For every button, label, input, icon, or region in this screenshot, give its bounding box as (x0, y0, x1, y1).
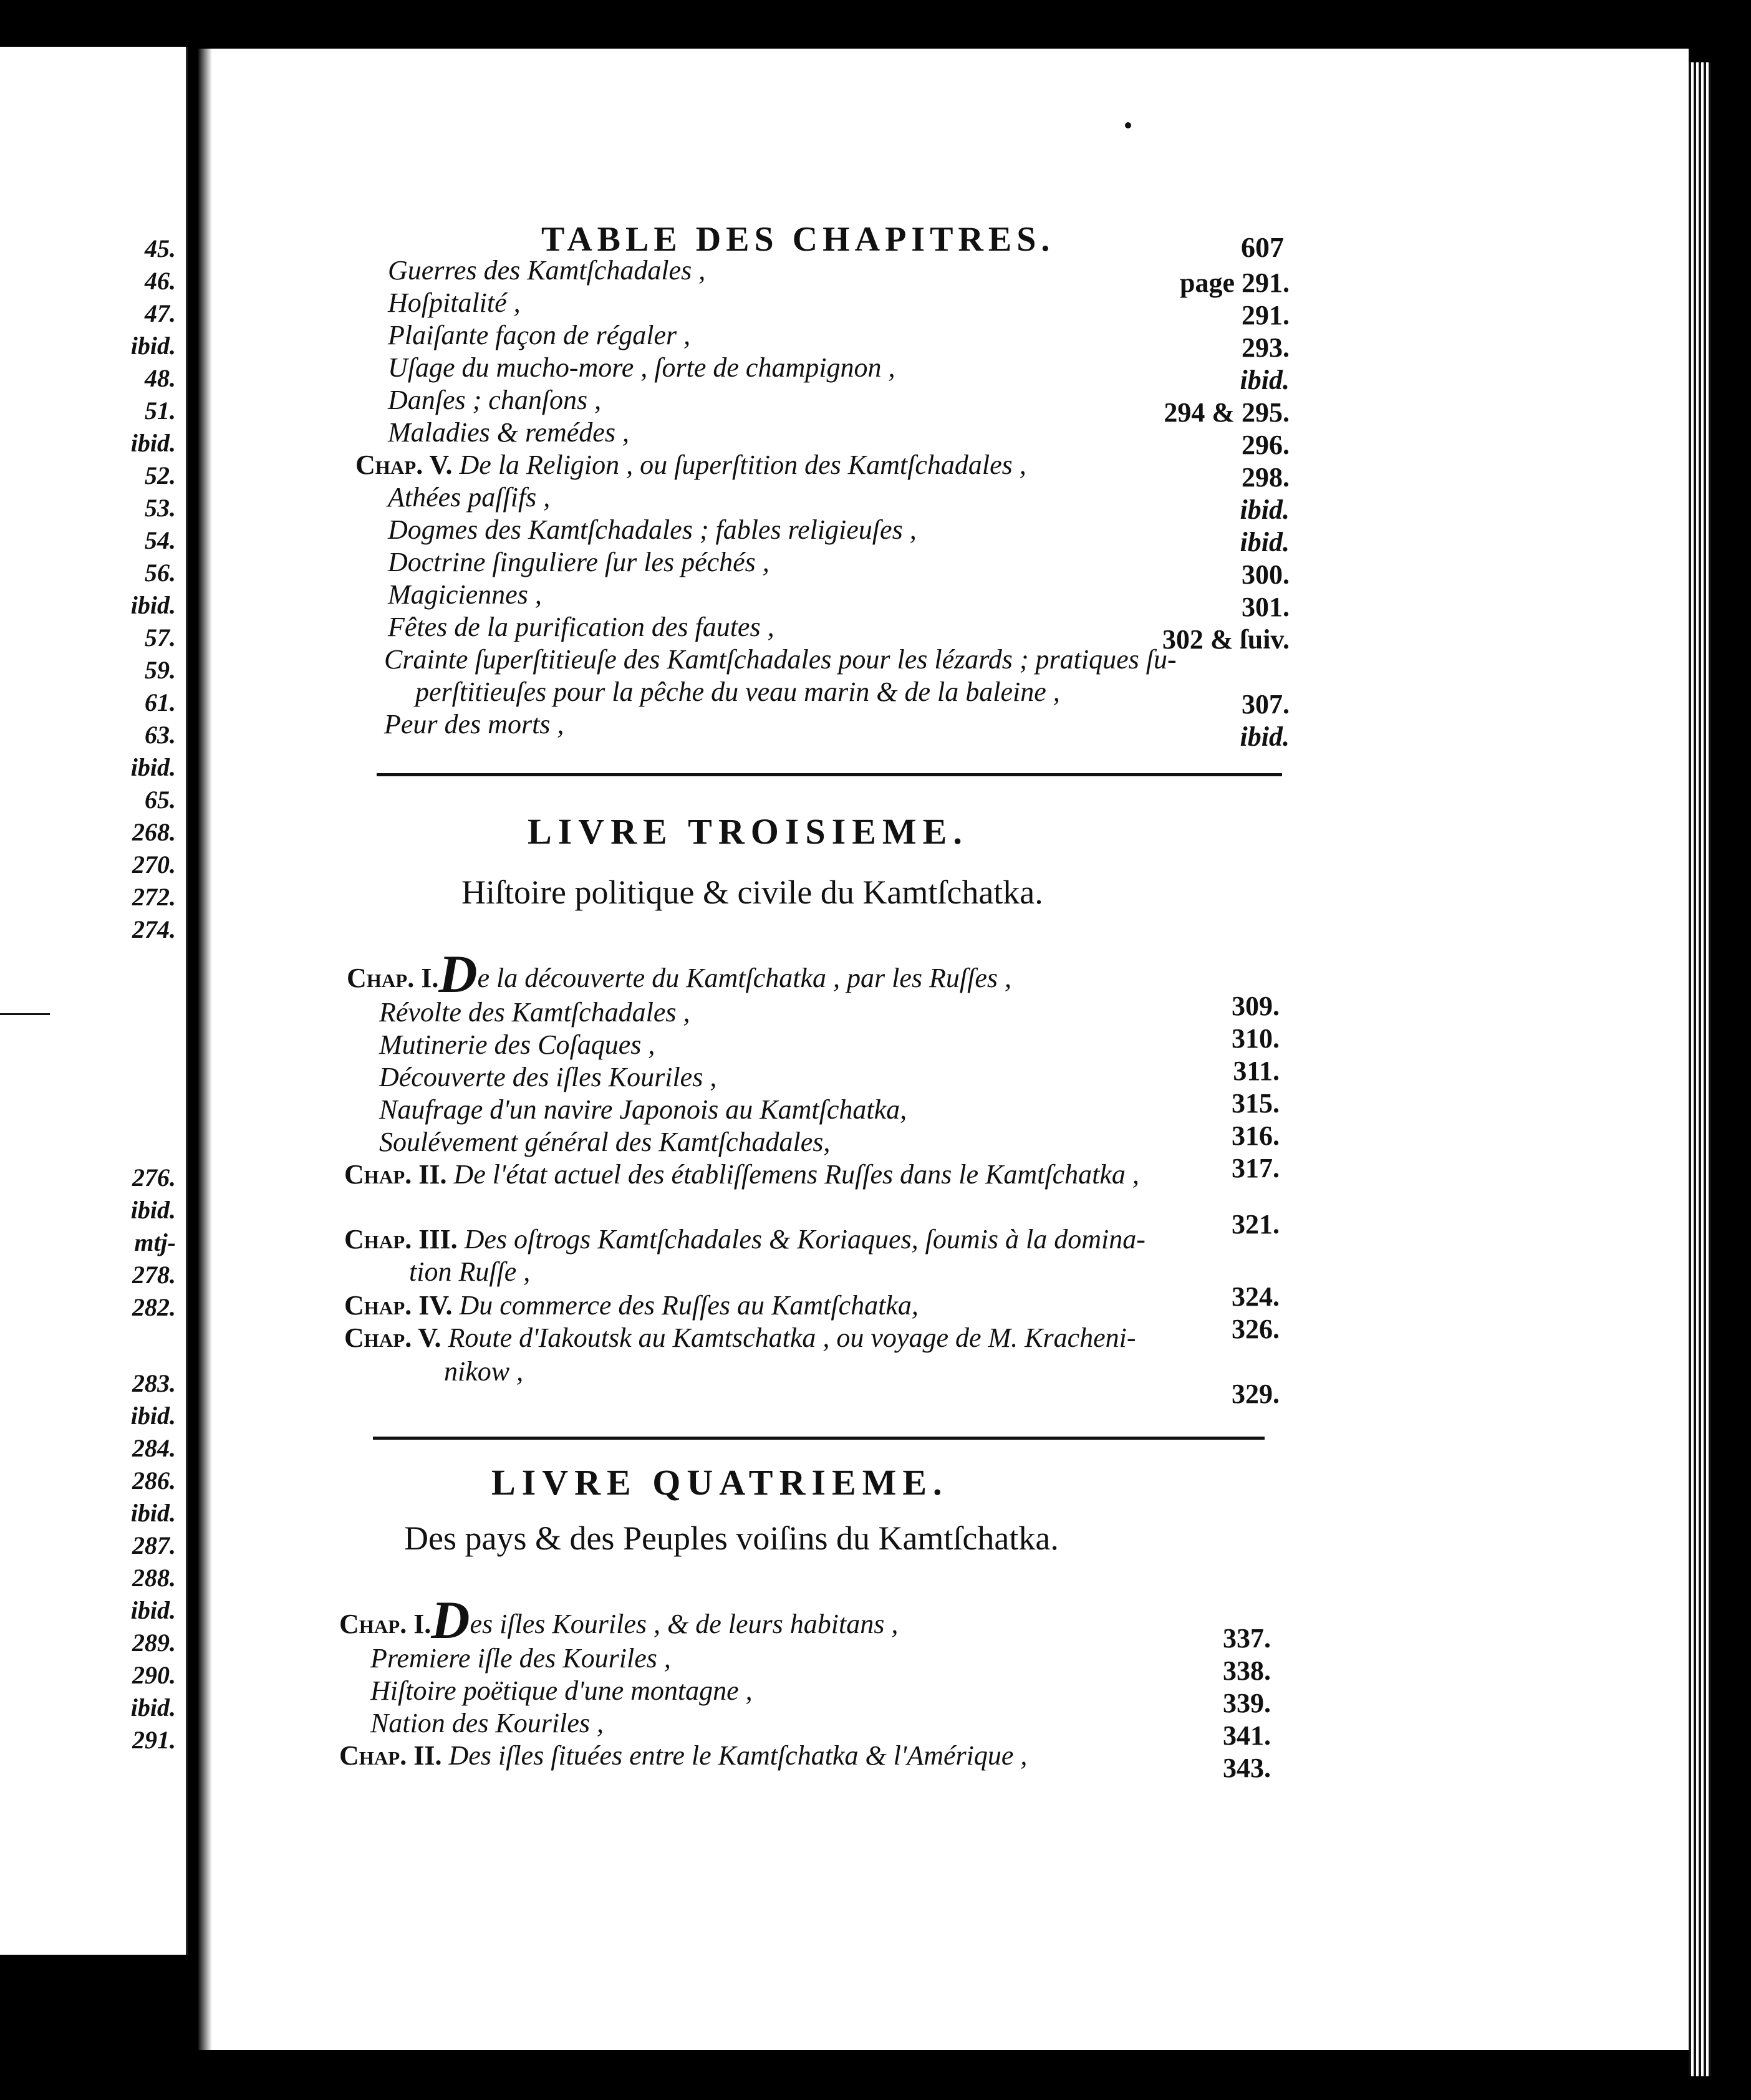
toc-entry: Fêtes de la purification des fautes , (388, 612, 774, 642)
chapter-label: Chap. I. (347, 963, 439, 993)
toc-page-ref: 291. (1242, 300, 1290, 330)
left-page-number: 276. (132, 1163, 176, 1192)
left-page-number: 287. (132, 1531, 176, 1559)
left-page-number: 283. (132, 1369, 176, 1397)
left-page-number: ibid. (130, 332, 176, 360)
toc-page-ref: 296. (1242, 430, 1290, 460)
left-page-number: 63. (145, 721, 176, 749)
left-page-number: 45. (145, 234, 176, 262)
toc-entry: Dogmes des Kamtſchadales ; fables religieuſes , (388, 514, 917, 545)
left-page-number: 272. (132, 883, 176, 911)
chapter-title: es iſles Kouriles , & de leurs habitans , (470, 1609, 899, 1639)
left-page-number: 65. (145, 786, 176, 814)
toc-entry: Naufrage d'un navire Japonois au Kamtſchatka, (379, 1094, 907, 1125)
toc-chapter-entry (344, 1223, 1146, 1255)
toc-chapter-entry (344, 1289, 919, 1321)
chapter-label: Chap. IV. (344, 1290, 453, 1321)
left-page-number: 46. (145, 267, 176, 295)
left-page-number: 278. (132, 1261, 176, 1289)
toc-page-ref: 301. (1242, 592, 1290, 622)
left-page-number: 288. (132, 1564, 176, 1592)
toc-entry: Doctrine ſinguliere ſur les péchés , (388, 547, 769, 577)
toc-page-ref: 329. (1232, 1379, 1280, 1409)
toc-page-ref: 341. (1223, 1720, 1271, 1751)
toc-page-ref: 324. (1232, 1281, 1280, 1312)
toc-page-ref: ibid. (1240, 721, 1290, 752)
chapter-label: Chap. III. (344, 1224, 458, 1255)
left-page-number: 289. (132, 1629, 176, 1657)
book-title: LIVRE TROISIEME. (528, 811, 968, 852)
toc-page-ref: 316. (1232, 1120, 1280, 1151)
chapter-label: Chap. V. (355, 450, 453, 480)
book-subtitle: Hiſtoire politique & civile du Kamtſchatka. (461, 874, 1043, 911)
chapter-label: Chap. V. (344, 1322, 441, 1353)
chapter-label: Chap. II. (344, 1159, 447, 1190)
chapter-title: Du commerce des Ruſſes au Kamtſchatka, (459, 1290, 919, 1321)
toc-entry: Magiciennes , (388, 579, 542, 610)
toc-entry: Soulévement général des Kamtſchadales, (379, 1127, 831, 1157)
toc-entry: tion Ruſſe , (409, 1256, 531, 1287)
toc-page-ref: 338. (1223, 1655, 1271, 1686)
left-page-number: ibid. (130, 429, 176, 457)
left-page-number: 47. (145, 299, 176, 327)
chapter-title: De l'état actuel des établiſſemens Ruſſes dans le Kamtſchatka , (453, 1159, 1139, 1190)
left-page-number: 57. (145, 624, 176, 652)
left-page-number: 59. (145, 656, 176, 684)
book-title: LIVRE QUATRIEME. (491, 1462, 948, 1503)
left-facing-page (0, 47, 188, 1955)
toc-page-ref: 293. (1242, 332, 1290, 363)
ink-speck (1125, 122, 1131, 128)
toc-page-ref: 339. (1223, 1688, 1271, 1718)
left-page-number: 284. (132, 1434, 176, 1462)
toc-page-ref: 321. (1232, 1209, 1280, 1240)
section-rule (373, 1437, 1265, 1440)
page-edge (1689, 62, 1711, 2076)
toc-page-ref: ibid. (1240, 365, 1290, 395)
left-page-number: ibid. (130, 1402, 176, 1430)
chapter-title: e la découverte du Kamtſchatka , par les Ruſſes , (477, 963, 1012, 993)
toc-entry: Maladies & remédes , (388, 417, 629, 448)
chapter-title: Des iſles ſituées entre le Kamtſchatka & l'Amérique , (448, 1740, 1028, 1771)
left-page-number: 53. (145, 494, 176, 522)
toc-entry: Hoſpitalité , (388, 287, 521, 318)
left-page-number: ibid. (130, 1499, 176, 1527)
toc-page-ref: ibid. (1240, 527, 1290, 557)
toc-chapter-entry (344, 1158, 1139, 1190)
toc-entry: Uſage du mucho-more , ſorte de champignon , (388, 352, 895, 383)
toc-page-ref: 343. (1223, 1753, 1271, 1783)
toc-entry: Premiere iſle des Kouriles , (370, 1643, 671, 1674)
toc-chapter-entry (339, 1589, 898, 1651)
toc-page-ref: 317. (1232, 1153, 1280, 1183)
page-header-title: TABLE DES CHAPITRES. (541, 220, 1055, 259)
left-page-number: 291. (132, 1726, 176, 1754)
toc-page-ref: page 291. (1180, 267, 1290, 298)
left-page-number: 48. (145, 364, 176, 392)
toc-entry: Plaiſante façon de régaler , (388, 320, 691, 350)
left-page-rule (0, 1013, 50, 1015)
section-rule (377, 773, 1282, 776)
left-page-number: 56. (145, 559, 176, 587)
toc-entry: Danſes ; chanſons , (388, 385, 602, 415)
left-page-number: 52. (145, 461, 176, 489)
toc-page-ref: 311. (1233, 1056, 1280, 1086)
left-page-number: 290. (132, 1661, 176, 1689)
toc-entry: Guerres des Kamtſchadales , (388, 255, 706, 286)
toc-page-ref: 309. (1232, 991, 1280, 1021)
left-page-number: 268. (132, 818, 176, 846)
drop-cap: D (438, 944, 478, 1004)
toc-page-ref: 300. (1242, 559, 1290, 590)
toc-page-ref: 307. (1242, 689, 1290, 720)
toc-entry: perſtitieuſes pour la pêche du veau marin & de la baleine , (415, 677, 1060, 707)
toc-entry: Athées paſſifs , (388, 482, 551, 513)
gutter-shadow (198, 49, 212, 2050)
toc-entry: Crainte ſuperſtitieuſe des Kamtſchadales pour les lézards ; pratiques ſu- (384, 644, 1177, 675)
toc-chapter-entry (339, 1740, 1027, 1771)
toc-page-ref: 310. (1232, 1023, 1280, 1054)
toc-chapter-entry (355, 449, 1026, 481)
left-page-number: ibid. (130, 1196, 176, 1224)
toc-chapter-entry (344, 1322, 1136, 1354)
left-page-number: mtj- (134, 1228, 176, 1256)
chapter-title: Des oſtrogs Kamtſchadales & Koriaques, ſoumis à la domina- (464, 1224, 1146, 1255)
left-page-number: ibid. (130, 1596, 176, 1624)
left-page-number: 282. (132, 1293, 176, 1321)
toc-page-ref: 337. (1223, 1623, 1271, 1654)
toc-entry: Hiſtoire poëtique d'une montagne , (370, 1675, 753, 1706)
toc-page-ref: 294 & 295. (1164, 397, 1290, 428)
left-page-number: 51. (145, 397, 176, 425)
chapter-title: Route d'Iakoutsk au Kamtschatka , ou voyage de M. Kracheni- (448, 1322, 1136, 1353)
left-page-number: 54. (145, 526, 176, 554)
toc-page-ref: 315. (1232, 1088, 1280, 1119)
toc-entry: Révolte des Kamtſchadales , (379, 997, 690, 1028)
chapter-label: Chap. I. (339, 1609, 432, 1639)
toc-chapter-entry (347, 943, 1011, 1005)
toc-page-ref: 326. (1232, 1314, 1280, 1344)
book-subtitle: Des pays & des Peuples voiſins du Kamtſchatka. (404, 1520, 1059, 1557)
left-page-number: 270. (132, 850, 176, 879)
chapter-title: De la Religion , ou ſuperſtition des Kamtſchadales , (459, 450, 1026, 480)
chapter-label: Chap. II. (339, 1740, 442, 1771)
toc-entry: Mutinerie des Coſaques , (379, 1029, 655, 1060)
toc-entry: nikow , (444, 1356, 524, 1387)
toc-page-ref: ibid. (1240, 494, 1290, 525)
page-header-number: 607 (1241, 231, 1284, 263)
left-page-number: 61. (145, 688, 176, 716)
toc-entry: Découverte des iſles Kouriles , (379, 1062, 717, 1092)
left-page-number: ibid. (130, 591, 176, 619)
toc-entry: Nation des Kouriles , (370, 1708, 604, 1738)
toc-entry: Peur des morts , (384, 709, 564, 739)
toc-page-ref: 298. (1242, 462, 1290, 493)
left-page-number: ibid. (130, 753, 176, 781)
left-page-number: ibid. (130, 1693, 176, 1722)
left-page-number: 274. (132, 915, 176, 943)
left-page-number: 286. (132, 1467, 176, 1495)
drop-cap: D (431, 1590, 470, 1650)
toc-page-ref: 302 & ſuiv. (1162, 624, 1290, 655)
